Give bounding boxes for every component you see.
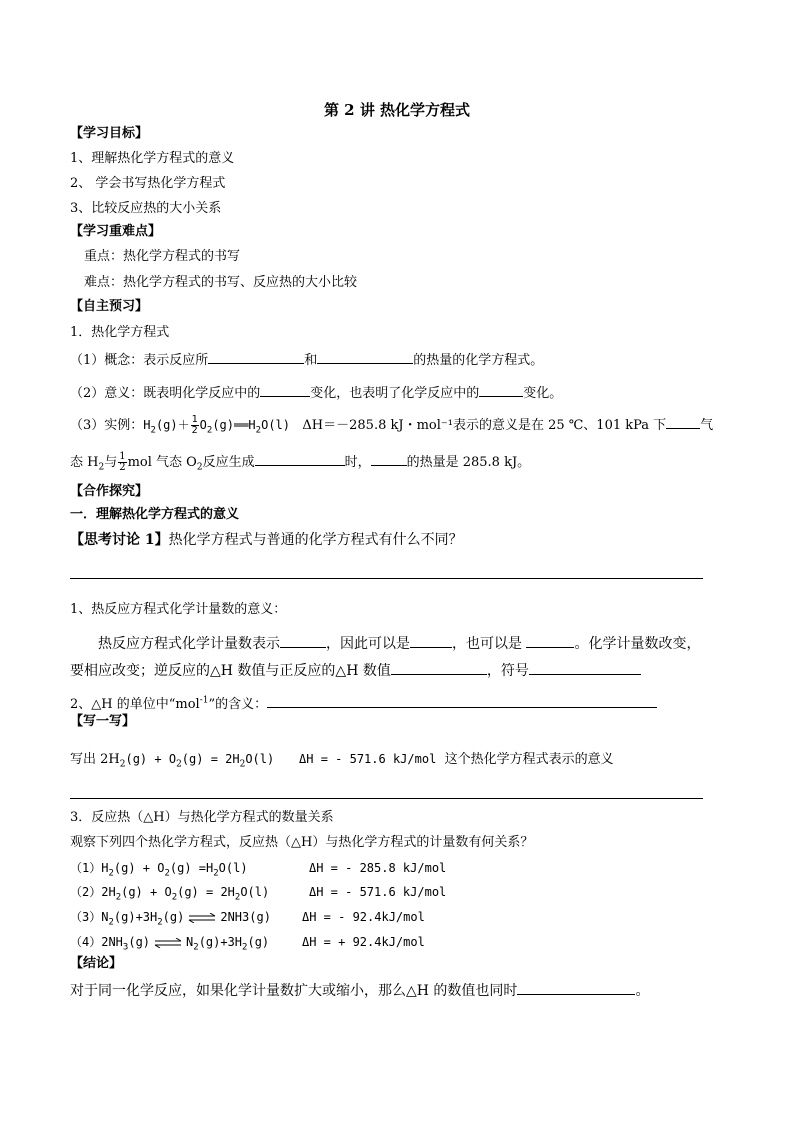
equation-3-dh: ΔH = - 92.4kJ/mol xyxy=(302,910,425,924)
q3-text: 观察下列四个热化学方程式，反应热（△H）与热化学方程式的计量数有何关系？ xyxy=(70,835,534,850)
conclusion-line: 对于同一化学反应，如果化学计量数扩大或缩小，那么△H 的数值也同时 。 xyxy=(70,980,649,1001)
blank-example-3[interactable] xyxy=(371,451,407,466)
blank-concept-2[interactable] xyxy=(317,349,413,364)
blank-q1-2[interactable] xyxy=(410,633,452,648)
section-keys: 【学习重难点】 xyxy=(70,224,162,239)
fraction-half-2: $\frac{1}{2}$ xyxy=(119,451,126,473)
equation-4-dh: ΔH = + 92.4kJ/mol xyxy=(302,935,425,949)
example-line-2: 态 $H_2$与 $\frac{1}{2}$ mol 气态 $O_2$反应生成 时， 的热量是 285.8 kJ。 xyxy=(70,451,531,473)
coop-heading: 一．理解热化学方程式的意义 xyxy=(70,507,240,522)
equation-4: $(4)2NH_3(g)$ $N_2(g)+3H_2(g)$ xyxy=(70,935,270,953)
blank-conclusion[interactable] xyxy=(517,980,635,995)
equation-1: $(1)H_2(g) + O_2(g) =H_2O(l)$ xyxy=(70,861,248,879)
blank-meaning-1[interactable] xyxy=(260,382,310,397)
q1-body-line: 热反应方程式化学计量数表示 ，因此可以是 ，也可以是 。化学计量数改变， xyxy=(98,633,700,654)
blank-concept-1[interactable] xyxy=(208,349,304,364)
equation-1-dh: ΔH = - 285.8 kJ/mol xyxy=(309,861,447,875)
section-cooperation: 【合作探究】 xyxy=(70,484,149,499)
meaning-line: （2）意义：既表明化学反应中的 变化，也表明了化学反应中的 变化。 xyxy=(70,382,562,404)
answer-line-1[interactable] xyxy=(70,578,703,579)
equilibrium-arrow-icon xyxy=(188,913,216,923)
goal-3: 3、比较反应热的大小关系 xyxy=(70,201,222,216)
page-title: 第 2 讲 热化学方程式 xyxy=(323,101,471,119)
blank-example-1[interactable] xyxy=(666,414,700,429)
q3-heading: 3．反应热（△H）与热化学方程式的数量关系 xyxy=(70,810,334,825)
concept-line: （1）概念：表示反应所 和 的热量的化学方程式。 xyxy=(70,349,543,371)
goal-2: 2、 学会书写热化学方程式 xyxy=(70,176,226,191)
fraction-half: $\frac{1}{2}$ xyxy=(191,414,198,436)
write-line: 写出 $2H_2(g) + O_2(g) = 2H_2O(l)$ ΔH = - 571.6 kJ/mol 这个热化学方程式表示的意义 xyxy=(70,752,614,770)
answer-line-2[interactable] xyxy=(70,798,703,799)
section-write: 【写一写】 xyxy=(70,714,136,729)
key-point: 重点：热化学方程式的书写 xyxy=(84,249,241,264)
section-goals: 【学习目标】 xyxy=(70,126,149,141)
blank-meaning-2[interactable] xyxy=(479,382,523,397)
preview-heading: 1．热化学方程式 xyxy=(70,325,170,340)
goal-1: 1、理解热化学方程式的意义 xyxy=(70,151,235,166)
example-equation: $H_2(g)+$ $\frac{1}{2}$ $O_2(g)══H_2O(l)$ xyxy=(143,414,290,436)
q2-line: 2、△H 的单位中“mol$^{-1}$”的含义： xyxy=(70,693,657,715)
hard-point: 难点：热化学方程式的书写、反应热的大小比较 xyxy=(84,275,358,290)
example-line: （3）实例：$H_2(g)+$ $\frac{1}{2}$ $O_2(g)══H_2O(l)$ ΔH＝－285.8 kJ・mol⁻¹表示的意义是在 25 ℃、101 kPa 下 气 xyxy=(70,414,714,436)
blank-q2[interactable] xyxy=(267,693,657,708)
equation-3: $(3)N_2(g)+3H_2(g)$ 2NH3(g) xyxy=(70,910,271,928)
section-conclusion: 【结论】 xyxy=(70,956,123,971)
blank-q1-1[interactable] xyxy=(280,633,326,648)
blank-q1-4[interactable] xyxy=(391,660,487,675)
equilibrium-arrow-icon xyxy=(154,938,182,948)
equation-2: $(2)2H_2(g) + O_2(g) = 2H_2O(l)$ xyxy=(70,885,270,903)
section-preview: 【自主预习】 xyxy=(70,299,149,314)
q1-heading: 1、热反应方程式化学计量数的意义： xyxy=(70,602,287,617)
blank-example-2[interactable] xyxy=(255,451,345,466)
blank-q1-3[interactable] xyxy=(526,633,574,648)
blank-q1-5[interactable] xyxy=(529,660,641,675)
q1-body-line-2: 要相应改变；逆反应的△H 数值与正反应的△H 数值 ，符号 xyxy=(70,660,641,681)
think-discussion-1: 【思考讨论 1】热化学方程式与普通的化学方程式有什么不同？ xyxy=(70,532,463,548)
equation-2-dh: ΔH = - 571.6 kJ/mol xyxy=(309,885,447,899)
